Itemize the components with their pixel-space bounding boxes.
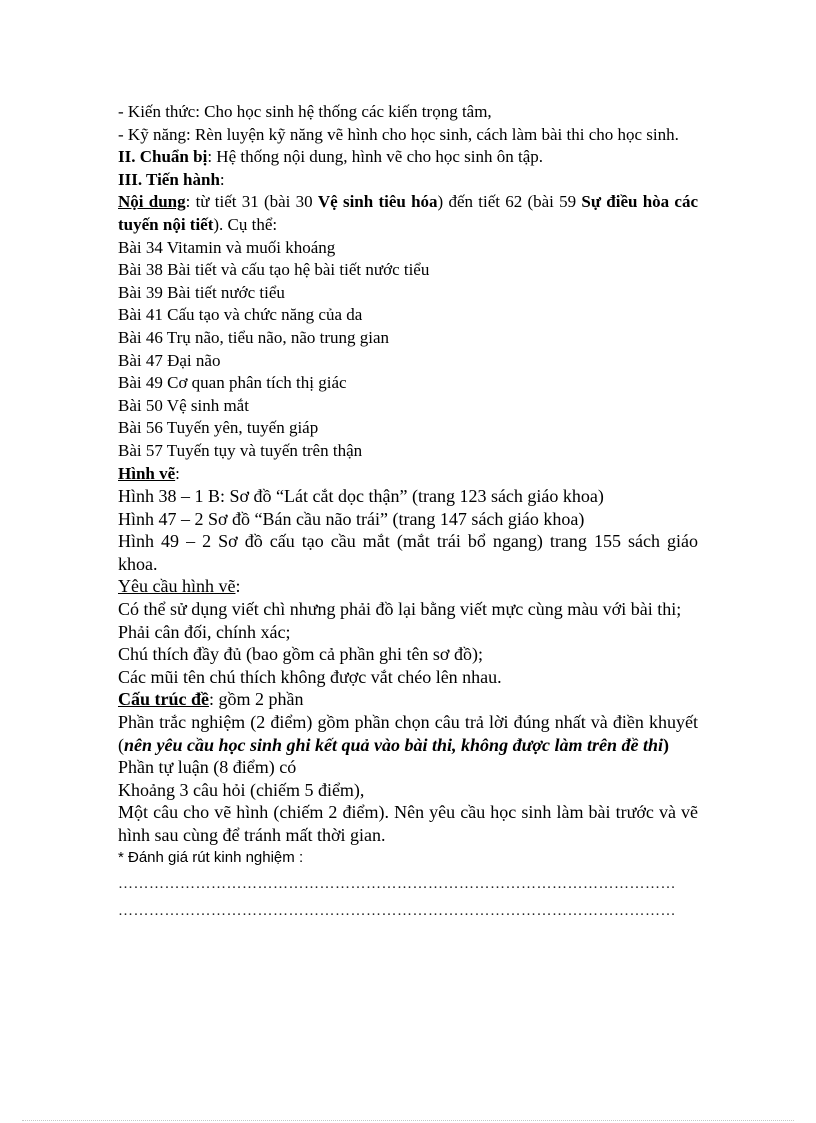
content-part-1: : từ tiết 31 (bài 30	[185, 192, 318, 212]
figure-item: Hình 49 – 2 Sơ đồ cấu tạo cầu mắt (mắt trái bổ ngang) trang 155 sách giáo khoa.	[118, 531, 698, 574]
requirement-item: Phải cân đối, chính xác;	[118, 621, 291, 642]
lesson-item: Bài 46 Trụ não, tiểu não, não trung gian	[118, 327, 390, 347]
essay-line: Phần tự luận (8 điểm) có	[118, 757, 297, 778]
requirements-heading: Yêu cầu hình vẽ	[118, 576, 236, 597]
section-prepare-heading: II. Chuẩn bị	[118, 147, 208, 167]
evaluation-label: * Đánh giá rút kinh nghiệm :	[118, 848, 304, 866]
figure-list	[118, 485, 698, 575]
lesson-item: Bài 41 Cấu tạo và chức năng của da	[118, 305, 363, 325]
content-bold-1: Vệ sinh tiêu hóa	[317, 192, 438, 212]
figures-heading-line	[118, 463, 698, 486]
section-proceed-colon: :	[219, 169, 225, 189]
lesson-item: Bài 39 Bài tiết nước tiểu	[118, 282, 285, 302]
structure-text: : gồm 2 phần	[209, 689, 304, 710]
mc-text: Phần trắc nghiệm (2 điểm) gồm phần chọn câu trả lời đúng nhất và điền khuyết (	[118, 712, 698, 755]
requirement-list	[118, 598, 698, 688]
requirements-colon: :	[235, 576, 241, 597]
section-proceed	[118, 169, 698, 192]
figures-heading: Hình vẽ	[118, 463, 176, 483]
content-label: Nội dung	[118, 192, 186, 212]
knowledge-line: - Kiến thức: Cho học sinh hệ thống các kiến trọng tâm,	[118, 102, 492, 121]
evaluation-line-2: ………………………………………………………………………………………………	[118, 902, 676, 919]
structure-heading-line	[118, 688, 698, 711]
lesson-list	[118, 237, 698, 463]
requirements-heading-line	[118, 575, 698, 598]
essay-question-2: Một câu cho vẽ hình (chiếm 2 điểm). Nên yêu cầu học sinh làm bài trước và vẽ hình sau cùng để tránh mất thời gian.	[118, 802, 698, 845]
requirement-item: Các mũi tên chú thích không được vắt chéo lên nhau.	[118, 666, 502, 687]
requirement-item: Có thể sử dụng viết chì nhưng phải đồ lại bằng viết mực cùng màu với bài thi;	[118, 599, 682, 620]
content-part-2: ) đến tiết 62 (bài 59	[437, 192, 582, 212]
figures-colon: :	[175, 463, 180, 483]
figure-item: Hình 38 – 1 B: Sơ đồ “Lát cắt dọc thận” (trang 123 sách giáo khoa)	[118, 486, 604, 507]
lesson-item: Bài 38 Bài tiết và cấu tạo hệ bài tiết nước tiểu	[118, 260, 430, 280]
content-bold-2: Sự điều hòa các tuyến nội tiết	[118, 192, 698, 234]
document-body	[118, 101, 698, 922]
lesson-item: Bài 57 Tuyến tụy và tuyến trên thận	[118, 440, 363, 460]
lesson-item: Bài 56 Tuyến yên, tuyến giáp	[118, 418, 319, 438]
lesson-item: Bài 49 Cơ quan phân tích thị giác	[118, 373, 347, 393]
lesson-item: Bài 34 Vitamin và muối khoáng	[118, 237, 336, 257]
page-bottom-divider	[22, 1120, 794, 1121]
figure-item: Hình 47 – 2 Sơ đồ “Bán cầu não trái” (trang 147 sách giáo khoa)	[118, 508, 585, 529]
section-prepare-text: : Hệ thống nội dung, hình vẽ cho học sinh ôn tập.	[207, 147, 544, 167]
section-prepare	[118, 146, 698, 169]
requirement-item: Chú thích đầy đủ (bao gồm cả phần ghi tên sơ đồ);	[118, 644, 483, 665]
section-proceed-heading: III. Tiến hành	[118, 169, 220, 189]
mc-close: )	[663, 734, 670, 755]
mc-note: nên yêu cầu học sinh ghi kết quả vào bài thi, không được làm trên đề thi	[124, 734, 664, 755]
multiple-choice-paragraph	[118, 711, 698, 756]
essay-question-1: Khoảng 3 câu hỏi (chiếm 5 điểm),	[118, 779, 365, 800]
lesson-item: Bài 50 Vệ sinh mắt	[118, 395, 249, 415]
content-paragraph	[118, 191, 698, 236]
evaluation-line-1: ………………………………………………………………………………………………	[118, 876, 676, 893]
lesson-item: Bài 47 Đại não	[118, 350, 221, 370]
content-part-3: ). Cụ thể:	[213, 214, 278, 234]
skill-line: - Kỹ năng: Rèn luyện kỹ năng vẽ hình cho học sinh, cách làm bài thi cho học sinh.	[118, 124, 679, 144]
structure-heading: Cấu trúc đề	[118, 689, 209, 710]
